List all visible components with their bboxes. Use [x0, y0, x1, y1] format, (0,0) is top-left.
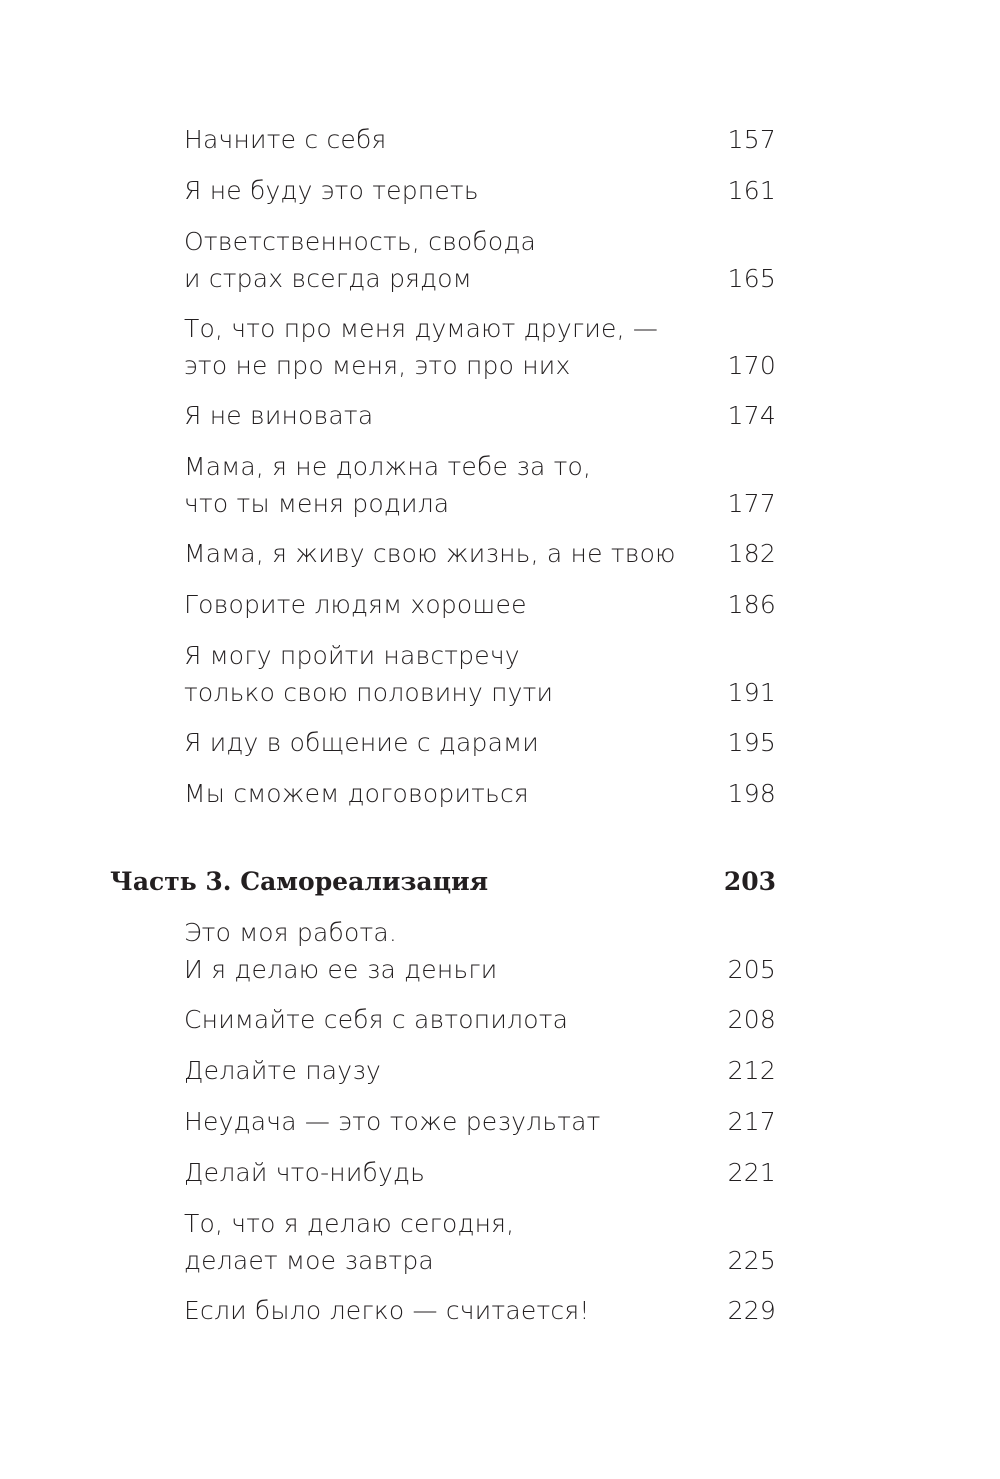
entry-title-line: Мы сможем договориться — [184, 779, 529, 808]
part-title: Часть 3. Самореализация — [110, 867, 489, 896]
toc-entry[interactable] — [184, 586, 776, 623]
toc-entry[interactable] — [184, 172, 776, 209]
entry-title — [184, 724, 684, 761]
toc-entry[interactable] — [184, 1292, 776, 1329]
toc-entry[interactable] — [184, 775, 776, 812]
entry-title — [184, 310, 684, 384]
entry-title-line: Снимайте себя с автопилота — [184, 1005, 569, 1034]
toc-entry[interactable] — [184, 397, 776, 434]
page-number: 212 — [727, 1056, 776, 1085]
entry-title — [184, 1154, 684, 1191]
entry-title-line: Я иду в общение с дарами — [184, 728, 539, 757]
entry-title — [184, 1103, 684, 1140]
page-number: 174 — [727, 401, 776, 430]
entry-title — [184, 121, 684, 158]
toc-entry[interactable] — [184, 724, 776, 761]
entry-title-line: Мама, я не должна тебе за то, — [184, 452, 592, 481]
entry-title — [184, 223, 684, 297]
page-number: 221 — [727, 1158, 776, 1187]
page-number: 177 — [727, 489, 776, 518]
entry-title-line: делает мое завтра — [184, 1246, 434, 1275]
page-number: 161 — [727, 176, 776, 205]
entry-title-line: И я делаю ее за деньги — [184, 955, 498, 984]
entry-title — [184, 1001, 684, 1038]
entry-title-line: только свою половину пути — [184, 678, 554, 707]
page-number: 186 — [727, 590, 776, 619]
entry-title — [184, 1205, 684, 1279]
toc-entry[interactable] — [184, 448, 776, 522]
entry-title-line: Мама, я живу свою жизнь, а не твою — [184, 539, 676, 568]
toc-entry[interactable] — [184, 1103, 776, 1140]
entry-title-line: Я могу пройти навстречу — [184, 641, 520, 670]
entry-title-line: что ты меня родила — [184, 489, 450, 518]
entry-title — [184, 1292, 684, 1329]
entry-title — [184, 397, 684, 434]
toc-entry[interactable] — [184, 1052, 776, 1089]
entry-title-line: это не про меня, это про них — [184, 351, 571, 380]
entry-title-line: и страх всегда рядом — [184, 264, 472, 293]
entry-title-line: Начните с себя — [184, 125, 387, 154]
page-number: 195 — [727, 728, 776, 757]
entry-title — [184, 775, 684, 812]
entry-title-line: Неудача — это тоже результат — [184, 1107, 601, 1136]
entry-title-line: Я не виновата — [184, 401, 374, 430]
page-number: 198 — [727, 779, 776, 808]
page-number: 203 — [723, 867, 776, 896]
part-heading[interactable] — [110, 863, 776, 900]
page-number: 191 — [727, 678, 776, 707]
toc-entry[interactable] — [184, 1154, 776, 1191]
entry-title-line: Если было легко — считается! — [184, 1296, 590, 1325]
page-number: 208 — [727, 1005, 776, 1034]
entry-title — [184, 914, 684, 988]
page-number: 229 — [727, 1296, 776, 1325]
toc-entry[interactable] — [184, 1001, 776, 1038]
entry-title-line: То, что я делаю сегодня, — [184, 1209, 515, 1238]
page-number: 217 — [727, 1107, 776, 1136]
entry-title-line: Я не буду это терпеть — [184, 176, 479, 205]
toc-entry[interactable] — [184, 223, 776, 297]
entry-title-line: Ответственность, свобода — [184, 227, 537, 256]
entry-title — [184, 535, 744, 572]
toc-entry[interactable] — [184, 121, 776, 158]
page-number: 205 — [727, 955, 776, 984]
toc-entry[interactable] — [184, 310, 776, 384]
toc-entry[interactable] — [184, 1205, 776, 1279]
toc-entry[interactable] — [184, 914, 776, 988]
toc-entry[interactable] — [184, 637, 776, 711]
entry-title-line: Это моя работа. — [184, 918, 398, 947]
entry-title — [184, 586, 684, 623]
entry-title-line: Говорите людям хорошее — [184, 590, 527, 619]
entry-title — [184, 637, 684, 711]
entry-title — [184, 1052, 684, 1089]
entry-title-line: То, что про меня думают другие, — — [184, 314, 659, 343]
page-number: 165 — [727, 264, 776, 293]
entry-title — [184, 448, 684, 522]
toc-entry[interactable] — [184, 535, 776, 572]
page-number: 157 — [727, 125, 776, 154]
page-number: 182 — [727, 539, 776, 568]
entry-title-line: Делайте паузу — [184, 1056, 381, 1085]
entry-title — [184, 172, 684, 209]
entry-title-line: Делай что-нибудь — [184, 1158, 426, 1187]
page-number: 225 — [727, 1246, 776, 1275]
page-number: 170 — [727, 351, 776, 380]
